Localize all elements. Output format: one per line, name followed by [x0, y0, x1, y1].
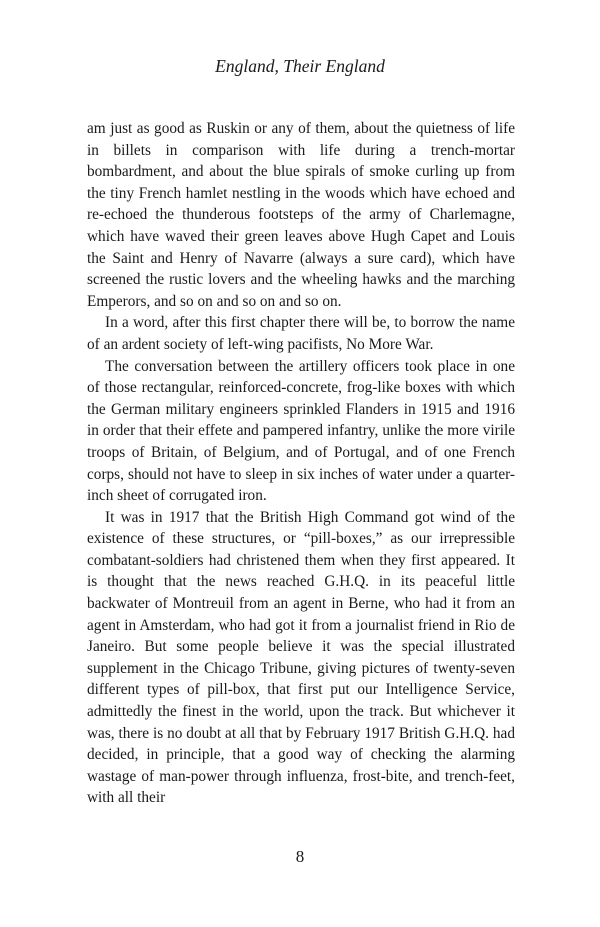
paragraph: The conversation between the artillery officers took place in one of those rectangular, reinforced-concrete, frog-like boxes with which the German military engineers sprinkled Flanders in 1915 and 1916 in order that their effete and pampered infantry, unlike the more virile troops of Britain, of Belgium, and of Portugal, and of one French corps, should not have to sleep in six inches of water under a quarter-inch sheet of corrugated iron. [87, 357, 515, 505]
page-number: 8 [295, 847, 305, 866]
paragraph-continued: am just as good as Ruskin or any of them, about the quietness of life in billets in comparison with life during a trench-mortar bombardment, and about the blue spirals of smoke curling up from the tiny French hamlet nestling in the woods which have echoed and re-echoed the thunderous footsteps of the army of Charlemagne, which have waved their green leaves above Hugh Capet and Louis the Saint and Henry of Navarre (always a sure card), which have screened the rustic lovers and the wheeling hawks and the marching Emperors, and so on and so on and so on. [87, 120, 515, 310]
paragraph: It was in 1917 that the British High Command got wind of the existence of these structures, or “pill-boxes,” as our irrepressible combatant-soldiers had christened them when they first appeared. It is thought that the news reached G.H.Q. in its peaceful little backwater of Montreuil from an agent in Berne, who had it from an agent in Amsterdam, who had got it from a journalist friend in Rio de Janeiro. But some people believe it was the special illustrated supplement in the Chicago Tribune, giving pictures of twenty-seven different types of pill-box, that first put our Intelligence Service, admittedly the finest in the world, upon the track. But whichever it was, there is no doubt at all that by February 1917 British G.H.Q. had decided, in principle, that a good way of checking the alarming wastage of man-power through influenza, frost-bite, and trench-feet, with all their [87, 508, 515, 807]
paragraph: In a word, after this first chapter there will be, to borrow the name of an ardent society of left-wing pacifists, No More War. [87, 314, 515, 353]
body-text [87, 118, 515, 809]
running-title: England, Their England [215, 56, 385, 76]
